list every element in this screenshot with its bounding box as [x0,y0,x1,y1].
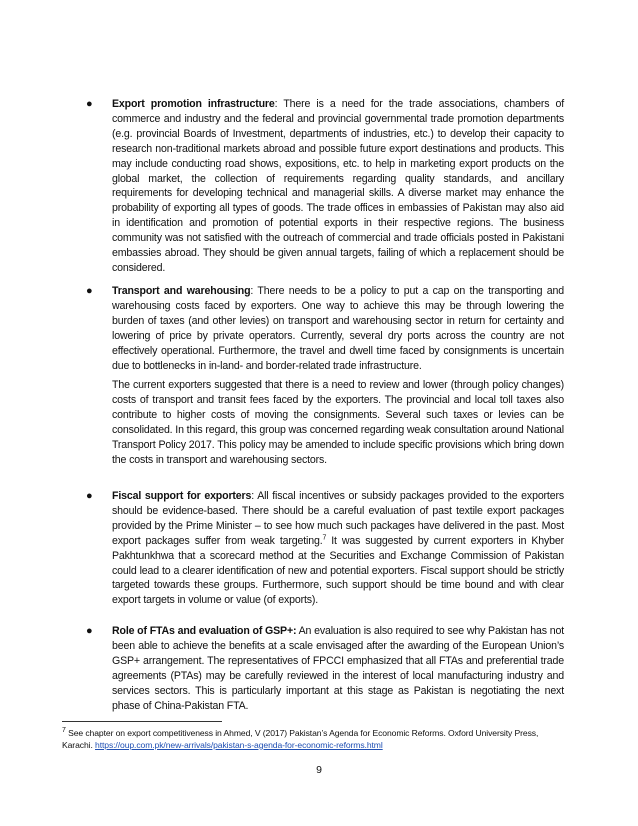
bullet-heading-colon: : [250,285,254,297]
footnote-separator [62,721,222,722]
footnote-link[interactable]: https://oup.com.pk/new-arrivals/pakistan-s-agenda-for-economic-reforms.html [95,739,383,750]
bullet-paragraph [112,489,564,608]
bullet-body: All fiscal incentives or subsidy packages provided to the exporters should be evidence-based. There should be a careful evaluation of past textile export packages provided by the Prime Minister – to see how much such packages have delivered in the past. Most export packages suffer from weak targeting. [112,490,564,547]
bullet-heading: Export promotion infrastructure [112,98,275,110]
footnote-text: See chapter on export competitiveness in Ahmed, V (2017) Pakistan’s Agenda for Economic Reforms. Oxford University Press, Karachi. [62,728,539,750]
footnote-reference[interactable]: 7 [322,534,327,542]
bullet-heading-colon: : [274,98,278,110]
bullet-marker-icon: ● [86,625,93,637]
bullet-heading-colon: : [251,490,255,502]
bullet-export-promotion [86,97,564,276]
bullet-heading: Transport and warehousing [112,285,251,297]
page-number: 9 [316,764,322,776]
bullet-marker-icon: ● [86,98,93,110]
bullet-body: There is a need for the trade associations, chambers of commerce and industry and the federal and provincial governmental trade promotion departments (e.g. provincial Boards of Investment, departments of industries, etc.) to develop their capacity to research non-traditional markets abroad and possible future export destinations and products. This may include conducting road shows, expositions, etc. to help in marketing export products on the global market, the collection of requirements regarding quality standards, and ancillary requirements for developing technical and managerial skills. A diverse market may enhance the probability of exporting all types of goods. The trade offices in embassies of Pakistan may also aid in identification and promotion of potential exports in their respective regions. The business community was not satisfied with the outreach of commercial and trade officials posted in Pakistani embassies abroad. They should be given annual targets, failing of which a replacement should be considered. [112,98,565,274]
bullet-heading: Fiscal support for exporters [112,490,252,502]
bullet-paragraph-continued: The current exporters suggested that there is a need to review and lower (through policy changes) costs of transport and transit fees faced by the exporters. The provincial and local toll taxes also contribute to higher costs of moving the consignments. Several such taxes or levies can be consolidated. In this regard, this group was concerned regarding weak consultation around National Transport Policy 2017. This policy may be amended to include specific provisions which bring down the costs in transport and warehousing sectors. [112,379,564,466]
bullet-fiscal-support [86,489,564,608]
bullet-role-of-ftas [86,624,564,713]
footnote-marker: 7 [62,727,66,735]
bullet-heading: Role of FTAs and evaluation of GSP+: [112,625,297,637]
bullet-transport-warehousing [86,284,564,468]
bullet-body: There needs to be a policy to put a cap on the transporting and warehousing costs faced by exporters. One way to achieve this may be through lowering the burden of taxes (and other levies) on transport and warehousing sector in return for certainty and lowering of price by private operators. Currently, several dry ports across the country are not effectively operational. Furthermore, the travel and dwell time faced by consignments is uncertain due to bottlenecks in in-land- and border-related trade infrastructure. [112,285,564,372]
bullet-body: An evaluation is also required to see why Pakistan has not been able to achieve the benefits at a scale envisaged after the awarding of the European Union’s GSP+ arrangement. The representatives of FPCCI emphasized that all FTAs and preferential trade agreements (PTAs) may be carefully reviewed in the interest of local manufacturing industry and services sectors. This is particularly important at this stage as Pakistan is negotiating the next phase of China-Pakistan FTA. [112,625,565,712]
bullet-marker-icon: ● [86,490,93,502]
bullet-marker-icon: ● [86,285,93,297]
bullet-paragraph [112,284,564,373]
bullet-paragraph [112,97,564,276]
bullet-body-continued: It was suggested by current exporters in Khyber Pakhtunkhwa that a scorecard method at the Securities and Exchange Commission of Pakistan could lead to a clearer identification of new and potential exporters. Fiscal support should be strictly targeted towards these groups. Furthermore, such support should be time bound and with clear export targets in volume or value (of exports). [112,534,565,607]
footnote [62,728,570,751]
bullet-paragraph [112,624,564,713]
